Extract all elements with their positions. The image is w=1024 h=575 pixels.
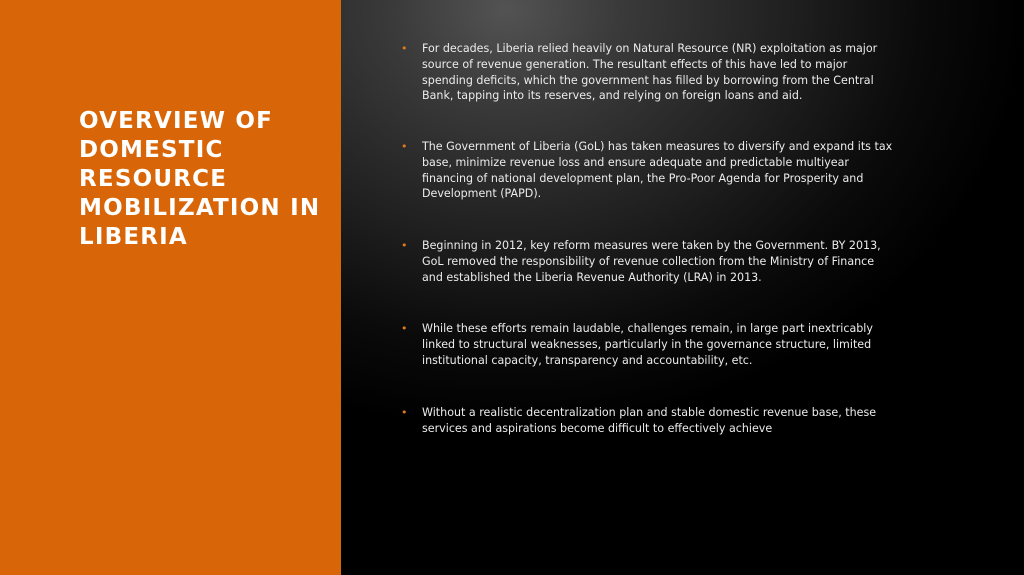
bullet-item (401, 405, 901, 437)
bullet-item (401, 238, 901, 285)
bullet-text: Without a realistic decentralization plan and stable domestic revenue base, these services and aspirations become difficult to effectively achieve (422, 406, 877, 435)
bullet-item (401, 41, 901, 104)
slide-title: OVERVIEW OF DOMESTIC RESOURCE MOBILIZATION IN LIBERIA (79, 108, 321, 250)
title-panel (0, 0, 341, 575)
bullet-marker-icon: • (401, 322, 408, 335)
bullet-marker-icon: • (401, 140, 408, 153)
bullet-marker-icon: • (401, 42, 408, 55)
bullet-text: Beginning in 2012, key reform measures were taken by the Government. BY 2013, GoL removed the responsibility of revenue collection from the Ministry of Finance and established the Liberia Revenue Authority (LRA) in 2013. (422, 239, 881, 284)
bullet-text: The Government of Liberia (GoL) has taken measures to diversify and expand its tax base, minimize revenue loss and ensure adequate and predictable multiyear financing of national development plan, the Pro-Poor Agenda for Prosperity and Development (PAPD). (422, 140, 893, 201)
bullet-text: For decades, Liberia relied heavily on Natural Resource (NR) exploitation as major source of revenue generation. The resultant effects of this have led to major spending deficits, which the government has filled by borrowing from the Central Bank, tapping into its reserves, and relying on foreign loans and aid. (422, 42, 878, 103)
bullet-text: While these efforts remain laudable, challenges remain, in large part inextricably linked to structural weaknesses, particularly in the governance structure, limited institutional capacity, transparency and accountability, etc. (422, 322, 873, 367)
bullet-marker-icon: • (401, 239, 408, 252)
bullet-item (401, 139, 901, 202)
bullet-item (401, 321, 901, 368)
bullet-marker-icon: • (401, 406, 408, 419)
